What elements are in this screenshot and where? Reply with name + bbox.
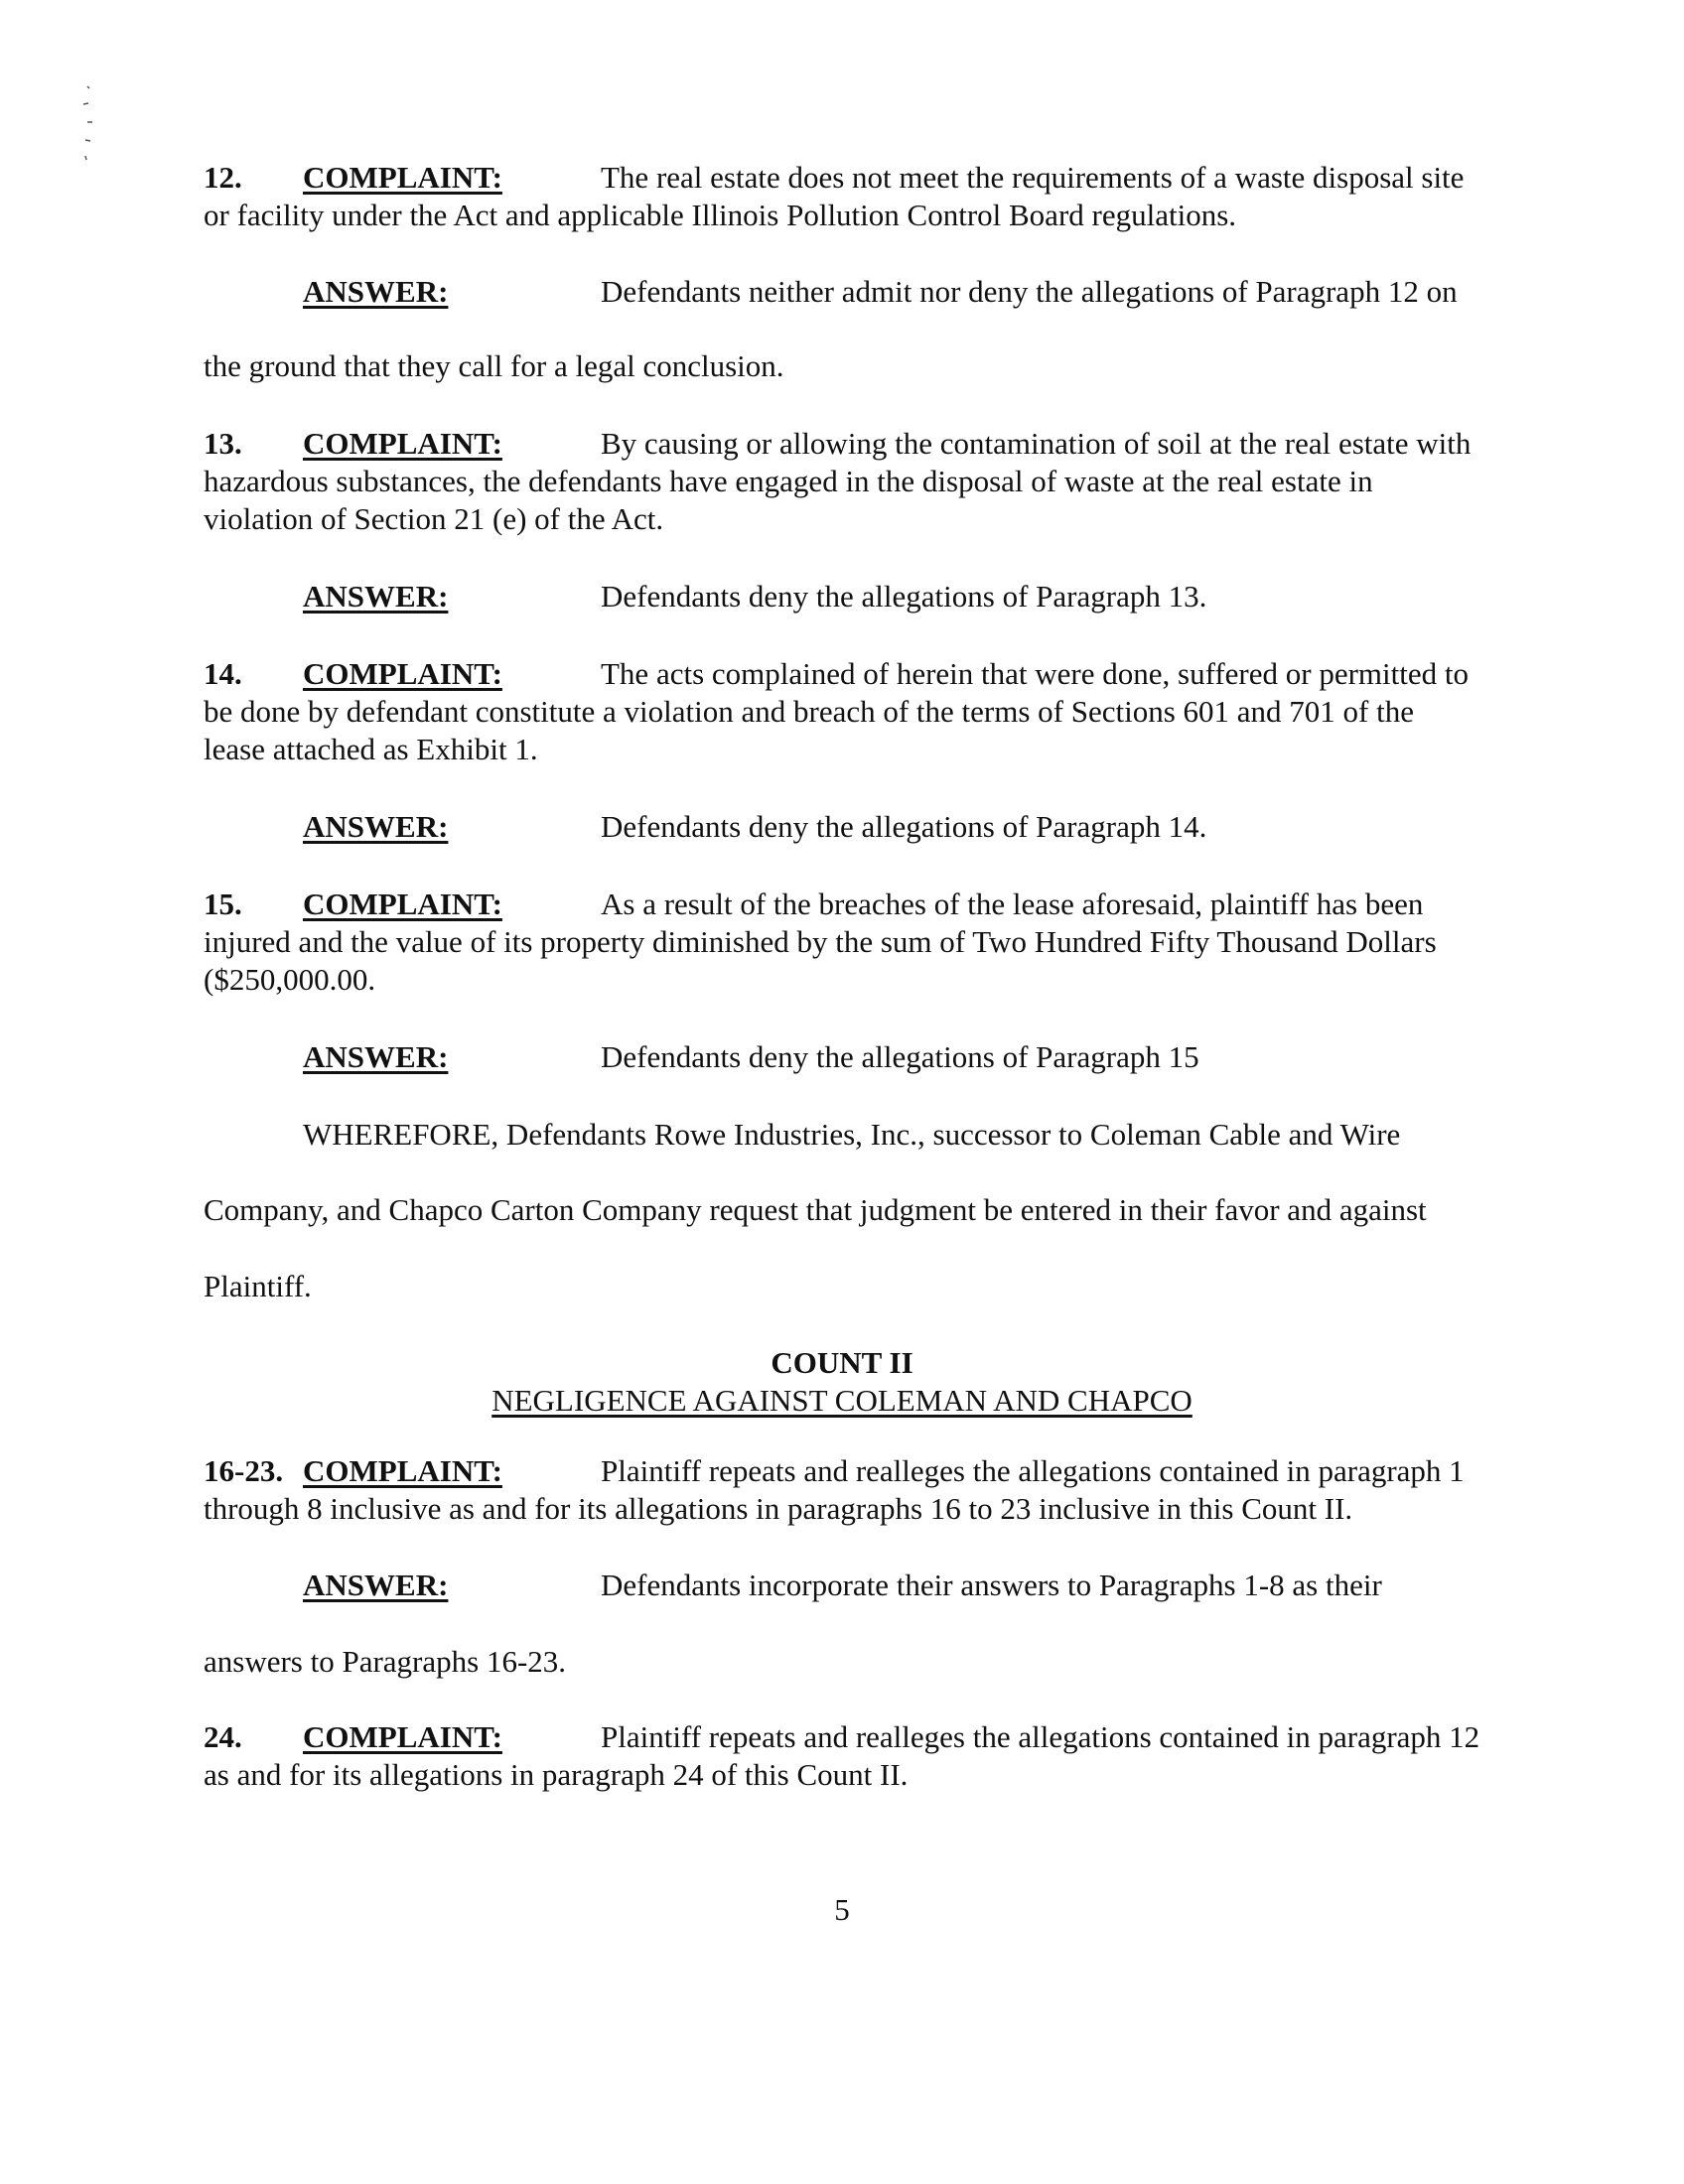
complaint-label: COMPLAINT: — [303, 656, 502, 691]
answer-text-line: answers to Paragraphs 16-23. — [204, 1644, 567, 1679]
paragraph-number: 24. — [204, 1719, 242, 1754]
complaint-text-line: injured and the value of its property diminished by the sum of Two Hundred Fifty Thousand Dollars — [204, 924, 1437, 959]
answer-text-line: Defendants neither admit nor deny the allegations of Paragraph 12 on — [601, 274, 1458, 309]
scan-margin-marks — [79, 84, 99, 174]
complaint-text-line: through 8 inclusive as and for its allegations in paragraphs 16 to 23 inclusive in this Count II. — [204, 1491, 1353, 1526]
complaint-label: COMPLAINT: — [303, 887, 502, 921]
complaint-text-line: violation of Section 21 (e) of the Act. — [204, 501, 664, 536]
complaint-label: COMPLAINT: — [303, 1453, 502, 1488]
complaint-text-line: As a result of the breaches of the lease aforesaid, plaintiff has been — [601, 887, 1424, 921]
wherefore-line: Company, and Chapco Carton Company request that judgment be entered in their favor and against — [204, 1192, 1427, 1227]
complaint-label: COMPLAINT: — [303, 426, 502, 461]
answer-16-23 — [204, 1567, 1524, 1604]
paragraph-13 — [204, 425, 1524, 538]
wherefore-clause-2 — [204, 1191, 1524, 1229]
complaint-text-line: The real estate does not meet the requirements of a waste disposal site — [601, 160, 1465, 195]
wherefore-clause-3 — [204, 1268, 1524, 1305]
answer-text-line: Defendants deny the allegations of Paragraph 14. — [601, 809, 1207, 844]
answer-label: ANSWER: — [303, 1568, 449, 1602]
answer-12-cont — [204, 347, 1524, 385]
answer-15 — [204, 1038, 1524, 1076]
count-subtitle: NEGLIGENCE AGAINST COLEMAN AND CHAPCO — [491, 1383, 1193, 1418]
complaint-text-line: be done by defendant constitute a violation and breach of the terms of Sections 601 and 701 of the — [204, 694, 1414, 729]
paragraph-16-23 — [204, 1452, 1524, 1528]
wherefore-line: WHEREFORE, Defendants Rowe Industries, Inc., successor to Coleman Cable and Wire — [303, 1117, 1401, 1152]
answer-13 — [204, 578, 1524, 615]
answer-12 — [204, 273, 1524, 311]
paragraph-number: 16-23. — [204, 1453, 284, 1488]
answer-text-line: Defendants deny the allegations of Paragraph 13. — [601, 579, 1207, 614]
wherefore-clause — [204, 1116, 1524, 1154]
complaint-text-line: The acts complained of herein that were done, suffered or permitted to — [601, 656, 1469, 691]
complaint-text-line: ($250,000.00. — [204, 962, 376, 997]
answer-text-line: the ground that they call for a legal conclusion. — [204, 348, 784, 383]
complaint-text-line: or facility under the Act and applicable Illinois Pollution Control Board regulations. — [204, 198, 1237, 232]
paragraph-number: 13. — [204, 426, 242, 461]
answer-label: ANSWER: — [303, 579, 449, 614]
page-number: 5 — [834, 1892, 850, 1927]
complaint-text-line: Plaintiff repeats and realleges the allegations contained in paragraph 1 — [601, 1453, 1465, 1488]
complaint-label: COMPLAINT: — [303, 160, 502, 195]
paragraph-15 — [204, 886, 1524, 999]
paragraph-14 — [204, 655, 1524, 768]
answer-text-line: Defendants incorporate their answers to Paragraphs 1-8 as their — [601, 1568, 1382, 1602]
paragraph-number: 15. — [204, 887, 242, 921]
answer-label: ANSWER: — [303, 809, 449, 844]
complaint-text-line: Plaintiff repeats and realleges the allegations contained in paragraph 12 — [601, 1719, 1480, 1754]
paragraph-number: 14. — [204, 656, 242, 691]
answer-label: ANSWER: — [303, 274, 449, 309]
count-heading — [0, 1344, 1684, 1420]
complaint-text-line: lease attached as Exhibit 1. — [204, 732, 538, 766]
answer-text-line: Defendants deny the allegations of Paragraph 15 — [601, 1039, 1199, 1074]
complaint-label: COMPLAINT: — [303, 1719, 502, 1754]
paragraph-number: 12. — [204, 160, 242, 195]
paragraph-24 — [204, 1718, 1524, 1794]
answer-14 — [204, 808, 1524, 846]
complaint-text-line: hazardous substances, the defendants have engaged in the disposal of waste at the real estate in — [204, 464, 1373, 498]
complaint-text-line: By causing or allowing the contamination of soil at the real estate with — [601, 426, 1472, 461]
complaint-text-line: as and for its allegations in paragraph 24 of this Count II. — [204, 1757, 909, 1792]
wherefore-line: Plaintiff. — [204, 1269, 312, 1303]
answer-label: ANSWER: — [303, 1039, 449, 1074]
answer-16-23-cont — [204, 1643, 1524, 1681]
paragraph-12 — [204, 159, 1524, 234]
count-title: COUNT II — [771, 1345, 913, 1380]
